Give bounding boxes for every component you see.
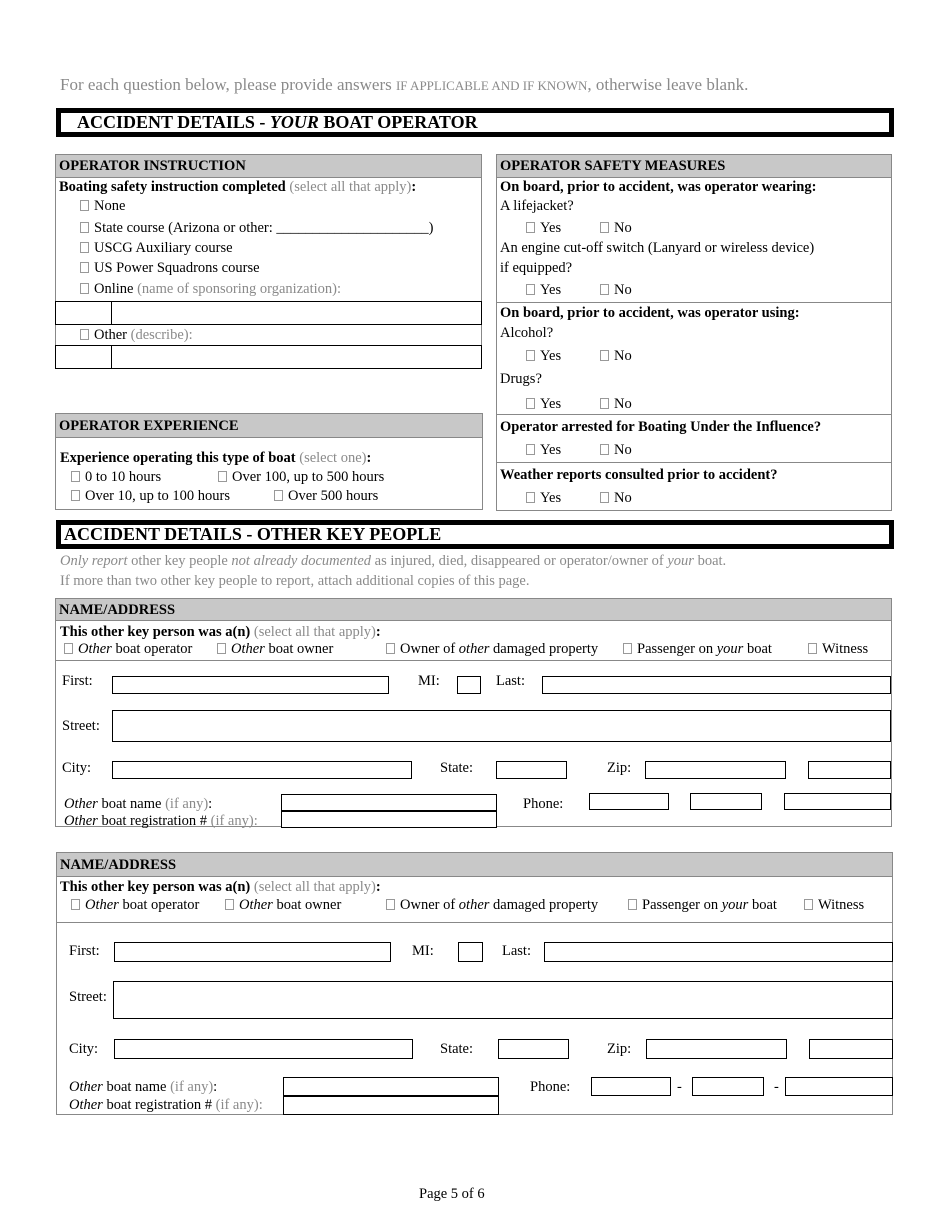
last-name-input[interactable] bbox=[544, 942, 893, 962]
note-part: Only report bbox=[60, 553, 128, 569]
note-part: as injured, died, disappeared or operator/owner of bbox=[374, 553, 664, 569]
other-instruction-field[interactable] bbox=[55, 345, 482, 369]
role-label: Witness bbox=[822, 641, 869, 657]
instruction-question bbox=[59, 179, 416, 196]
instruction-option-usps[interactable] bbox=[80, 260, 260, 277]
online-organization-field[interactable] bbox=[55, 301, 482, 325]
mi-label: MI: bbox=[412, 943, 434, 959]
experience-question bbox=[60, 450, 371, 467]
note-part: other key people bbox=[131, 553, 228, 569]
person1-role-witness[interactable] bbox=[808, 641, 868, 658]
note-part: not already documented bbox=[231, 553, 372, 569]
city-label: City: bbox=[62, 760, 92, 776]
role-label: boat owner bbox=[268, 641, 334, 657]
cutoff-label-1: An engine cut-off switch (Lanyard or wireless device) bbox=[500, 240, 815, 256]
street-label: Street: bbox=[69, 989, 107, 1005]
phone-dash-1: - bbox=[677, 1079, 682, 1095]
safety-q2: On board, prior to accident, was operator using: bbox=[500, 305, 800, 321]
divider bbox=[497, 414, 891, 415]
label-em: Other bbox=[69, 1079, 103, 1095]
role-em: Other bbox=[85, 897, 119, 913]
experience-hint: (select one) bbox=[299, 450, 367, 466]
role-label: damaged property bbox=[493, 641, 599, 657]
checkbox-icon[interactable] bbox=[217, 643, 226, 654]
role-label: boat bbox=[746, 641, 772, 657]
experience-option-100-500[interactable] bbox=[218, 469, 384, 486]
first-label: First: bbox=[62, 673, 93, 689]
section1-title-post: BOAT OPERATOR bbox=[323, 112, 478, 132]
phone-prefix-input[interactable] bbox=[690, 793, 762, 810]
person-question-text: This other key person was a(n) bbox=[60, 879, 251, 895]
section1-title-pre: ACCIDENT DETAILS - bbox=[77, 112, 270, 132]
online-hint: (name of sponsoring organization) bbox=[137, 281, 337, 297]
zip-label: Zip: bbox=[607, 1041, 632, 1057]
intro-pre: For each question below, please provide answers bbox=[60, 75, 392, 94]
person1-role-passenger[interactable] bbox=[623, 641, 772, 658]
experience-colon: : bbox=[366, 450, 372, 466]
first-name-input[interactable] bbox=[114, 942, 391, 962]
other-hint: (describe) bbox=[130, 327, 189, 343]
person-hint: (select all that apply) bbox=[253, 624, 376, 640]
section2-note-2: If more than two other key people to report, attach additional copies of this page. bbox=[60, 573, 530, 589]
operator-instruction-header: OPERATOR INSTRUCTION bbox=[56, 155, 481, 178]
arrested-no[interactable] bbox=[600, 442, 632, 459]
divider bbox=[497, 302, 891, 303]
instruction-hint: (select all that apply) bbox=[289, 179, 412, 195]
first-label: First: bbox=[69, 943, 100, 959]
label-text: boat name bbox=[106, 1079, 167, 1095]
label-em: Other bbox=[64, 813, 98, 829]
operator-instruction-panel bbox=[55, 154, 482, 369]
role-em: Other bbox=[239, 897, 273, 913]
alcohol-label: Alcohol? bbox=[500, 325, 554, 341]
option-label: None bbox=[94, 198, 126, 214]
section1-title-em: YOUR bbox=[269, 112, 319, 132]
boat-reg-input[interactable] bbox=[281, 811, 497, 828]
section-title-your-boat-operator bbox=[56, 108, 894, 137]
checkbox-icon[interactable] bbox=[804, 899, 813, 910]
checkbox-icon[interactable] bbox=[600, 284, 609, 295]
checkbox-icon[interactable] bbox=[600, 350, 609, 361]
last-label: Last: bbox=[496, 673, 525, 689]
role-label: boat bbox=[751, 897, 777, 913]
checkbox-icon[interactable] bbox=[80, 283, 89, 294]
drugs-label: Drugs? bbox=[500, 371, 542, 387]
checkbox-icon[interactable] bbox=[80, 242, 89, 253]
other-person-1-panel bbox=[55, 598, 892, 827]
operator-safety-header: OPERATOR SAFETY MEASURES bbox=[497, 155, 891, 178]
instruction-colon: : bbox=[411, 179, 417, 195]
checkbox-icon[interactable] bbox=[225, 899, 234, 910]
arrested-label: Operator arrested for Boating Under the Influence? bbox=[500, 419, 822, 435]
state-label: State: bbox=[440, 1041, 474, 1057]
zip-ext-input[interactable] bbox=[808, 761, 891, 779]
last-label: Last: bbox=[502, 943, 531, 959]
checkbox-icon[interactable] bbox=[71, 490, 80, 501]
checkbox-icon[interactable] bbox=[218, 471, 227, 482]
zip-ext-input[interactable] bbox=[809, 1039, 893, 1059]
street-label: Street: bbox=[62, 718, 100, 734]
alcohol-yes[interactable] bbox=[526, 348, 561, 365]
person2-role-other-operator[interactable] bbox=[71, 897, 199, 914]
option-label: Online bbox=[94, 281, 134, 297]
no-label: No bbox=[614, 396, 632, 412]
role-label: Passenger on bbox=[642, 897, 719, 913]
arrested-yes[interactable] bbox=[526, 442, 561, 459]
weather-label: Weather reports consulted prior to accident? bbox=[500, 467, 778, 483]
boat-reg-label: Other boat registration # (if any): bbox=[69, 1097, 263, 1113]
role-em: other bbox=[458, 641, 490, 657]
person1-role-other-owner[interactable] bbox=[217, 641, 333, 658]
phone-dash-2: - bbox=[774, 1079, 779, 1095]
checkbox-icon[interactable] bbox=[526, 350, 535, 361]
person-question-text: This other key person was a(n) bbox=[60, 624, 251, 640]
experience-option-10-100[interactable] bbox=[71, 488, 230, 505]
checkbox-icon[interactable] bbox=[80, 200, 89, 211]
section-title-other-key-people: ACCIDENT DETAILS - OTHER KEY PEOPLE bbox=[56, 520, 894, 549]
zip-input[interactable] bbox=[646, 1039, 787, 1059]
instruction-option-other[interactable]: Other (describe): bbox=[80, 327, 193, 344]
phone-area-input[interactable] bbox=[591, 1077, 671, 1096]
cutoff-yes[interactable] bbox=[526, 282, 561, 299]
checkbox-icon[interactable] bbox=[526, 222, 535, 233]
boat-reg-label: Other boat registration # (if any): bbox=[64, 813, 258, 829]
label-text: boat registration # bbox=[101, 813, 207, 829]
option-label: Over 100, up to 500 hours bbox=[232, 469, 385, 485]
instruction-option-state[interactable] bbox=[80, 220, 433, 237]
role-label: boat operator bbox=[115, 641, 193, 657]
state-input[interactable] bbox=[496, 761, 567, 779]
last-name-input[interactable] bbox=[542, 676, 891, 694]
checkbox-icon[interactable] bbox=[64, 643, 73, 654]
checkbox-icon[interactable] bbox=[80, 262, 89, 273]
checkbox-icon[interactable] bbox=[386, 899, 395, 910]
boat-name-label: Other boat name (if any): bbox=[69, 1079, 218, 1095]
no-label: No bbox=[614, 220, 632, 236]
instruction-question-text: Boating safety instruction completed bbox=[59, 179, 286, 195]
boat-name-label: Other boat name (if any): bbox=[64, 796, 213, 812]
option-label: USCG Auxiliary course bbox=[94, 240, 233, 256]
label-text: boat name bbox=[101, 796, 162, 812]
mi-input[interactable] bbox=[457, 676, 481, 694]
no-label: No bbox=[614, 442, 632, 458]
option-label: US Power Squadrons course bbox=[94, 260, 260, 276]
role-em: your bbox=[716, 641, 744, 657]
first-name-input[interactable] bbox=[112, 676, 389, 694]
operator-experience-header: OPERATOR EXPERIENCE bbox=[56, 414, 482, 438]
person-colon: : bbox=[375, 624, 381, 640]
checkbox-icon[interactable] bbox=[526, 284, 535, 295]
person-colon: : bbox=[375, 879, 381, 895]
checkbox-icon[interactable] bbox=[526, 444, 535, 455]
yes-label: Yes bbox=[540, 396, 562, 412]
zip-label: Zip: bbox=[607, 760, 632, 776]
phone-area-input[interactable] bbox=[589, 793, 669, 810]
yes-label: Yes bbox=[540, 442, 562, 458]
street-input[interactable] bbox=[112, 710, 891, 742]
mi-input[interactable] bbox=[458, 942, 483, 962]
role-label: boat operator bbox=[122, 897, 200, 913]
role-em: Other bbox=[78, 641, 112, 657]
checkbox-icon[interactable] bbox=[526, 492, 535, 503]
checkbox-icon[interactable] bbox=[600, 444, 609, 455]
phone-label: Phone: bbox=[530, 1079, 571, 1095]
cutoff-label-2: if equipped? bbox=[500, 260, 573, 276]
note-part: your bbox=[667, 553, 694, 569]
option-label: Over 500 hours bbox=[288, 488, 379, 504]
option-label: 0 to 10 hours bbox=[85, 469, 162, 485]
no-label: No bbox=[614, 490, 632, 506]
phone-prefix-input[interactable] bbox=[692, 1077, 764, 1096]
role-label: boat owner bbox=[276, 897, 342, 913]
person1-header: NAME/ADDRESS bbox=[56, 599, 891, 621]
person1-question bbox=[60, 624, 381, 641]
label-hint: (if any) bbox=[215, 1097, 259, 1113]
checkbox-icon[interactable] bbox=[600, 398, 609, 409]
state-input[interactable] bbox=[498, 1039, 569, 1059]
other-person-2-panel bbox=[56, 852, 893, 1115]
instruction-option-none[interactable] bbox=[80, 198, 125, 215]
role-label: Witness bbox=[818, 897, 865, 913]
person2-role-owner-damaged[interactable] bbox=[386, 897, 598, 914]
role-em: your bbox=[721, 897, 749, 913]
label-em: Other bbox=[69, 1097, 103, 1113]
boat-name-input[interactable] bbox=[283, 1077, 499, 1096]
yes-label: Yes bbox=[540, 490, 562, 506]
boat-reg-input[interactable] bbox=[283, 1096, 499, 1115]
role-label: Passenger on bbox=[637, 641, 714, 657]
label-text: boat registration # bbox=[106, 1097, 212, 1113]
experience-option-500-plus[interactable] bbox=[274, 488, 378, 505]
yes-label: Yes bbox=[540, 348, 562, 364]
role-label: damaged property bbox=[493, 897, 599, 913]
drugs-yes[interactable] bbox=[526, 396, 561, 413]
experience-question-text: Experience operating this type of boat bbox=[60, 450, 296, 466]
phone-line-input[interactable] bbox=[785, 1077, 893, 1096]
intro-post: , otherwise leave blank. bbox=[587, 75, 749, 94]
person1-role-owner-damaged[interactable] bbox=[386, 641, 598, 658]
alcohol-no[interactable] bbox=[600, 348, 632, 365]
safety-q1: On board, prior to accident, was operator wearing: bbox=[500, 179, 817, 195]
person2-header: NAME/ADDRESS bbox=[57, 853, 892, 877]
zip-input[interactable] bbox=[645, 761, 786, 779]
boat-name-input[interactable] bbox=[281, 794, 497, 811]
lifejacket-label: A lifejacket? bbox=[500, 198, 574, 214]
lifejacket-yes[interactable] bbox=[526, 220, 561, 237]
city-input[interactable] bbox=[114, 1039, 413, 1059]
phone-label: Phone: bbox=[523, 796, 564, 812]
label-em: Other bbox=[64, 796, 98, 812]
cutoff-no[interactable] bbox=[600, 282, 632, 299]
no-label: No bbox=[614, 282, 632, 298]
checkbox-icon[interactable] bbox=[71, 471, 80, 482]
operator-safety-panel bbox=[496, 154, 892, 511]
checkbox-icon[interactable] bbox=[808, 643, 817, 654]
no-label: No bbox=[614, 348, 632, 364]
person-hint: (select all that apply) bbox=[253, 879, 376, 895]
yes-label: Yes bbox=[540, 282, 562, 298]
checkbox-icon[interactable] bbox=[600, 222, 609, 233]
label-hint: (if any) bbox=[165, 796, 209, 812]
experience-option-0-10[interactable] bbox=[71, 469, 161, 486]
role-label: Owner of bbox=[400, 641, 456, 657]
operator-experience-panel bbox=[55, 413, 483, 510]
city-label: City: bbox=[69, 1041, 99, 1057]
person1-role-other-operator[interactable] bbox=[64, 641, 192, 658]
weather-no[interactable] bbox=[600, 490, 632, 507]
divider bbox=[56, 660, 891, 661]
option-label: Other bbox=[94, 327, 128, 343]
intro-caps: IF APPLICABLE AND IF KNOWN bbox=[395, 78, 588, 93]
checkbox-icon[interactable] bbox=[600, 492, 609, 503]
divider bbox=[57, 922, 892, 923]
divider bbox=[497, 462, 891, 463]
checkbox-icon[interactable] bbox=[628, 899, 637, 910]
role-em: Other bbox=[231, 641, 265, 657]
checkbox-icon[interactable] bbox=[80, 222, 89, 233]
intro-text bbox=[60, 75, 748, 95]
checkbox-icon[interactable] bbox=[526, 398, 535, 409]
role-label: Owner of bbox=[400, 897, 456, 913]
instruction-option-online[interactable]: Online (name of sponsoring organization): bbox=[80, 281, 341, 298]
lifejacket-no[interactable] bbox=[600, 220, 632, 237]
person2-question bbox=[60, 879, 381, 896]
checkbox-icon[interactable] bbox=[80, 329, 89, 340]
option-label: Over 10, up to 100 hours bbox=[85, 488, 230, 504]
person2-role-passenger[interactable] bbox=[628, 897, 777, 914]
note-part: boat. bbox=[697, 553, 727, 569]
checkbox-icon[interactable] bbox=[386, 643, 395, 654]
page-number: Page 5 of 6 bbox=[419, 1186, 485, 1202]
person2-role-witness[interactable] bbox=[804, 897, 864, 914]
state-label: State: bbox=[440, 760, 474, 776]
instruction-option-uscg[interactable] bbox=[80, 240, 233, 257]
section2-note-1 bbox=[60, 553, 726, 570]
phone-line-input[interactable] bbox=[784, 793, 891, 810]
drugs-no[interactable] bbox=[600, 396, 632, 413]
person2-role-other-owner[interactable] bbox=[225, 897, 341, 914]
yes-label: Yes bbox=[540, 220, 562, 236]
city-input[interactable] bbox=[112, 761, 412, 779]
option-label: State course (Arizona or other: _____________________) bbox=[94, 220, 434, 236]
mi-label: MI: bbox=[418, 673, 440, 689]
checkbox-icon[interactable] bbox=[71, 899, 80, 910]
weather-yes[interactable] bbox=[526, 490, 561, 507]
checkbox-icon[interactable] bbox=[274, 490, 283, 501]
label-hint: (if any) bbox=[170, 1079, 214, 1095]
checkbox-icon[interactable] bbox=[623, 643, 632, 654]
label-hint: (if any) bbox=[210, 813, 254, 829]
street-input[interactable] bbox=[113, 981, 893, 1019]
role-em: other bbox=[458, 897, 490, 913]
